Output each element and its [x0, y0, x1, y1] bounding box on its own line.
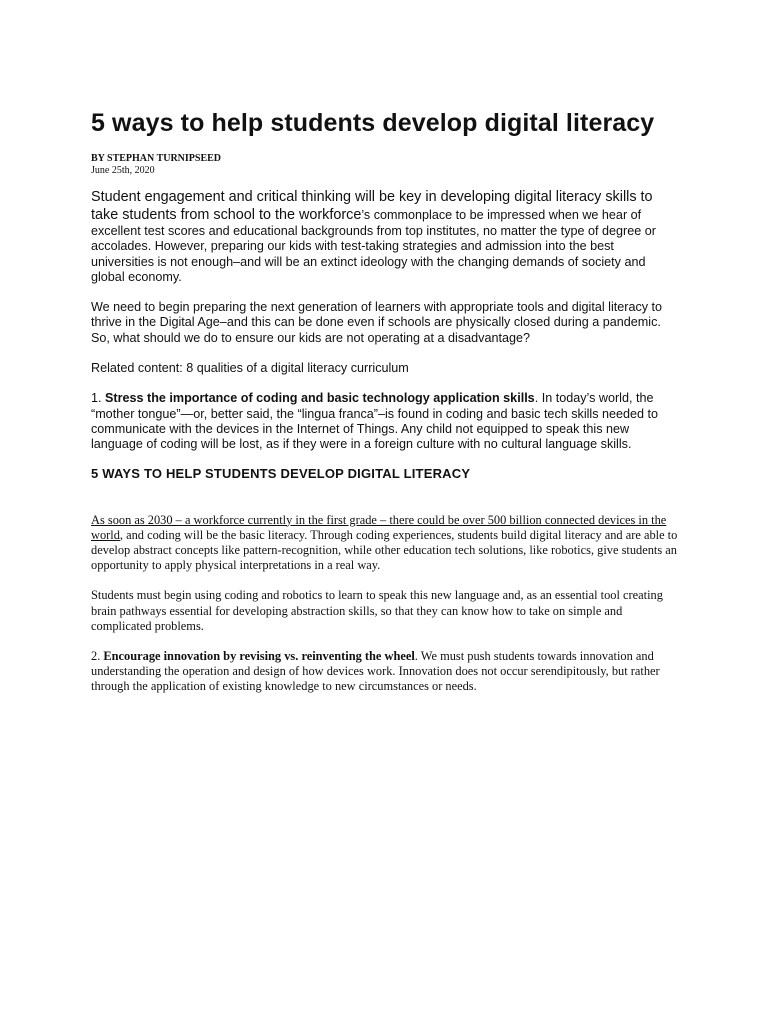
- point-1-number: 1.: [91, 391, 106, 406]
- point-2-number: 2.: [91, 648, 104, 663]
- intro-paragraph: [91, 189, 679, 285]
- related-content: Related content: 8 qualities of a digital literacy curriculum: [91, 361, 409, 376]
- section-heading: 5 WAYS TO HELP STUDENTS DEVELOP DIGITAL LITERACY: [91, 465, 471, 481]
- point-1-heading: Stress the importance of coding and basic technology application skills: [105, 391, 535, 406]
- intro-rest: ’s commonplace to be impressed when we hear of excellent test scores and educational backgrounds from top institutes, no matter the type of degree or accolades. However, preparing our kids with test-taking strategies and admission into the best universities is not enough–and will be an extinct ideology with the changing demands of society and global economy.: [91, 207, 656, 284]
- connected-devices-link[interactable]: As soon as 2030 – a workforce currently in the first grade – there could be over 500 billion connected devices in the world: [91, 512, 667, 542]
- point-2-heading: Encourage innovation by revising vs. reinventing the wheel: [103, 648, 415, 663]
- paragraph-preparation: We need to begin preparing the next generation of learners with appropriate tools and digital literacy to thrive in the Digital Age–and this can be done even if schools are physically closed during a pandemic. So, what should we do to ensure our kids are not operating at a disadvantage?: [91, 300, 663, 345]
- publish-date: June 25th, 2020: [91, 165, 155, 176]
- point-1-paragraph: [91, 391, 679, 452]
- point-2-text: . We must push students towards innovation and understanding the operation and design of how devices work. Innovation does not occur serendipitously, but rather through the application of existing knowledge to new circumstances or needs.: [91, 648, 660, 694]
- article-title: 5 ways to help students develop digital literacy: [91, 109, 655, 137]
- point-1-text: . In today’s world, the “mother tongue”—or, better said, the “lingua franca”–is found in coding and basic tech skills needed to communicate with the devices in the Internet of Things. Any child not equipped to speak this new language of coding will be lost, as if they were in a foreign culture with no cultural language skills.: [91, 391, 659, 452]
- author-byline: BY STEPHAN TURNIPSEED: [91, 153, 222, 164]
- intro-lead: Student engagement and critical thinking will be key in developing digital literacy skills to take students from school to the workforce: [91, 189, 653, 223]
- point-2-paragraph: [91, 649, 679, 695]
- robotics-paragraph: Students must begin using coding and robotics to learn to speak this new language and, as an essential tool creating brain pathways essential for developing abstraction skills, so that they can know how to take on simple and complicated problems.: [91, 588, 663, 633]
- coding-paragraph-text: , and coding will be the basic literacy. Through coding experiences, students build digital literacy and are able to develop abstract concepts like pattern-recognition, while other education tech solutions, like robotics, give students an opportunity to apply physical interpretations in a real way.: [91, 527, 678, 573]
- coding-paragraph: [91, 513, 679, 574]
- article: [91, 108, 679, 695]
